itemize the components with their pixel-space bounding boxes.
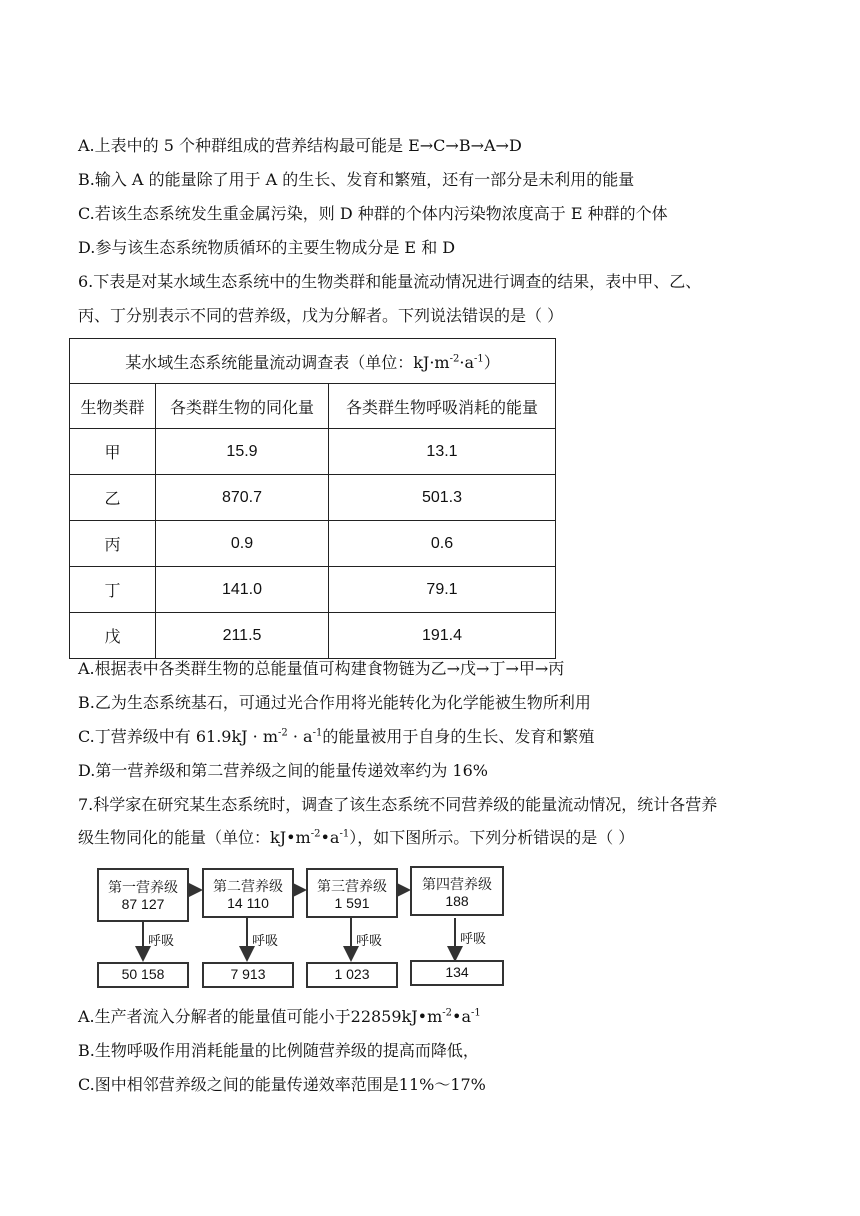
q7-stem-line1: 7.科学家在研究某生态系统时，调查了该生态系统不同营养级的能量流动情况，统计各营养 xyxy=(78,795,718,814)
respiration-label-1: 呼吸 xyxy=(148,933,175,948)
table-row xyxy=(70,475,556,521)
respiration-box-2: 7 913 xyxy=(202,962,294,988)
cell-assimilated: 211.5 xyxy=(156,613,329,659)
cell-respired: 501.3 xyxy=(329,475,556,521)
cell-group: 乙 xyxy=(70,475,156,521)
respiration-box-4: 134 xyxy=(410,960,504,986)
level-box-3: 第三营养级 1 591 xyxy=(306,868,398,918)
respiration-box-3: 1 023 xyxy=(306,962,398,988)
q5-option-d: D.参与该生态系统物质循环的主要生物成分是 E 和 D xyxy=(78,238,456,257)
q6-energy-table xyxy=(69,338,556,659)
cell-group: 甲 xyxy=(70,429,156,475)
cell-respired: 0.6 xyxy=(329,521,556,567)
q5-option-a: A.上表中的 5 个种群组成的营养结构最可能是 E→C→B→A→D xyxy=(78,136,522,155)
cell-assimilated: 141.0 xyxy=(156,567,329,613)
respiration-box-1: 50 158 xyxy=(97,962,189,988)
header-respired: 各类群生物呼吸消耗的能量 xyxy=(329,384,556,429)
level-box-2: 第二营养级 14 110 xyxy=(202,868,294,918)
respiration-label-4: 呼吸 xyxy=(460,931,487,946)
cell-respired: 191.4 xyxy=(329,613,556,659)
q5-option-c: C.若该生态系统发生重金属污染，则 D 种群的个体内污染物浓度高于 E 种群的个体 xyxy=(78,204,668,223)
q7-option-b: B.生物呼吸作用消耗能量的比例随营养级的提高而降低， xyxy=(78,1041,479,1060)
energy-flow-diagram xyxy=(95,862,510,990)
respiration-label-2: 呼吸 xyxy=(252,933,279,948)
table-row xyxy=(70,567,556,613)
cell-assimilated: 0.9 xyxy=(156,521,329,567)
q6-option-a: A.根据表中各类群生物的总能量值可构建食物链为乙→戊→丁→甲→丙 xyxy=(78,659,565,678)
q7-option-c: C.图中相邻营养级之间的能量传递效率范围是11%～17% xyxy=(78,1075,486,1094)
table-row xyxy=(70,521,556,567)
q5-option-b: B.输入 A 的能量除了用于 A 的生长、发育和繁殖，还有一部分是未利用的能量 xyxy=(78,170,635,189)
cell-respired: 13.1 xyxy=(329,429,556,475)
q6-stem-line2: 丙、丁分别表示不同的营养级，戊为分解者。下列说法错误的是（ ） xyxy=(78,306,564,325)
q6-stem-line1: 6.下表是对某水域生态系统中的生物类群和能量流动情况进行调查的结果，表中甲、乙、 xyxy=(78,272,702,291)
cell-group: 丙 xyxy=(70,521,156,567)
header-assimilated: 各类群生物的同化量 xyxy=(156,384,329,429)
q7-option-a: A.生产者流入分解者的能量值可能小于$22859kJ•m^{-2}•a^{-1}$ xyxy=(78,1007,481,1026)
respiration-label-3: 呼吸 xyxy=(356,933,383,948)
q6-option-b: B.乙为生态系统基石，可通过光合作用将光能转化为化学能被生物所利用 xyxy=(78,693,591,712)
level-box-1: 第一营养级 87 127 xyxy=(97,868,189,922)
q6-table-caption: 某水域生态系统能量流动调查表（单位：$kJ\cdot m^{-2}\cdot a^{-1}$） xyxy=(70,339,556,384)
cell-group: 戊 xyxy=(70,613,156,659)
cell-assimilated: 15.9 xyxy=(156,429,329,475)
q7-stem-line2: 级生物同化的能量（单位：$kJ•m^{-2}•a^{-1}$），如下图所示。下列分析错误的是（ ） xyxy=(78,828,635,847)
table-row xyxy=(70,613,556,659)
q6-option-d: D.第一营养级和第二营养级之间的能量传递效率约为 16% xyxy=(78,761,488,780)
header-group: 生物类群 xyxy=(70,384,156,429)
q6-option-c: C.丁营养级中有 $61.9kJ \cdot m^{-2} \cdot a^{-1}$的能量被用于自身的生长、发育和繁殖 xyxy=(78,727,595,746)
cell-group: 丁 xyxy=(70,567,156,613)
table-row xyxy=(70,429,556,475)
q6-table-header xyxy=(70,384,556,429)
cell-respired: 79.1 xyxy=(329,567,556,613)
cell-assimilated: 870.7 xyxy=(156,475,329,521)
level-box-4: 第四营养级 188 xyxy=(410,866,504,916)
